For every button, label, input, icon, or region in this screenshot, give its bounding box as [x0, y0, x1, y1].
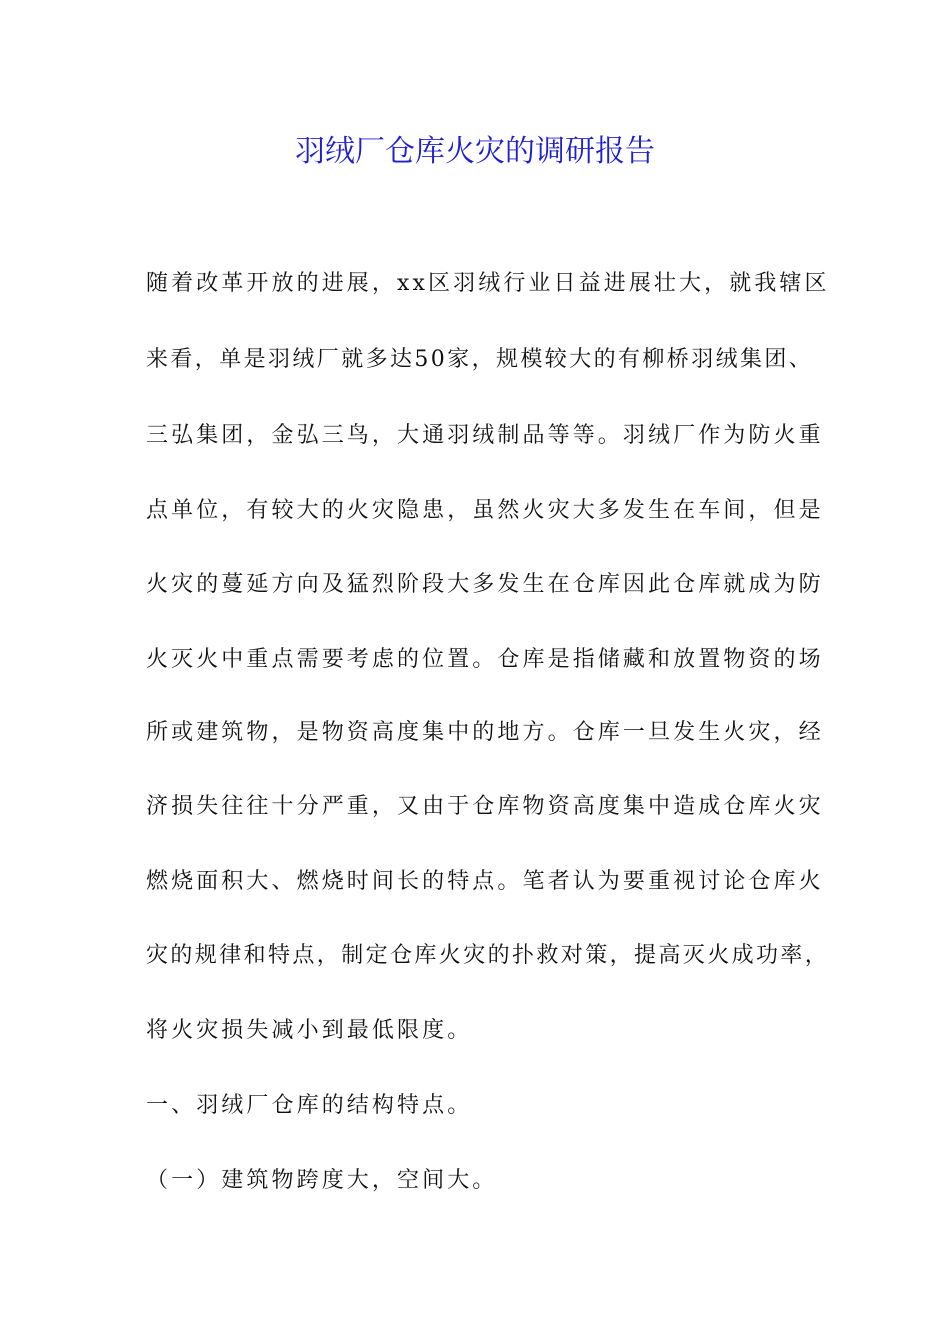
- paragraph-line: 三弘集团，金弘三鸟，大通羽绒制品等等。羽绒厂作为防火重: [146, 423, 824, 448]
- paragraph-line: 所或建筑物，是物资高度集中的地方。仓库一旦发生火灾，经: [146, 720, 824, 745]
- paragraph-line: 将火灾损失减小到最低限度。: [146, 1018, 473, 1043]
- subsection-heading: （一）建筑物跨度大，空间大。: [146, 1168, 498, 1193]
- paragraph-line: 燃烧面积大、燃烧时间长的特点。笔者认为要重视讨论仓库火: [146, 869, 824, 894]
- paragraph-line: 点单位，有较大的火灾隐患，虽然火灾大多发生在车间，但是: [146, 498, 824, 523]
- paragraph-line: 随着改革开放的进展，xx区羽绒行业日益进展壮大，就我辖区: [146, 271, 830, 296]
- document-title: 羽绒厂仓库火灾的调研报告: [295, 134, 655, 169]
- paragraph-line: 济损失往往十分严重，又由于仓库物资高度集中造成仓库火灾: [146, 794, 824, 819]
- paragraph-line: 灾的规律和特点，制定仓库火灾的扑救对策，提高灭火成功率，: [146, 943, 830, 968]
- paragraph-line: 火灾的蔓延方向及猛烈阶段大多发生在仓库因此仓库就成为防: [146, 572, 824, 597]
- paragraph-line: 火灭火中重点需要考虑的位置。仓库是指储藏和放置物资的场: [146, 647, 824, 672]
- paragraph-line: 来看，单是羽绒厂就多达50家，规模较大的有柳桥羽绒集团、: [146, 347, 814, 372]
- section-heading: 一、羽绒厂仓库的结构特点。: [146, 1093, 473, 1118]
